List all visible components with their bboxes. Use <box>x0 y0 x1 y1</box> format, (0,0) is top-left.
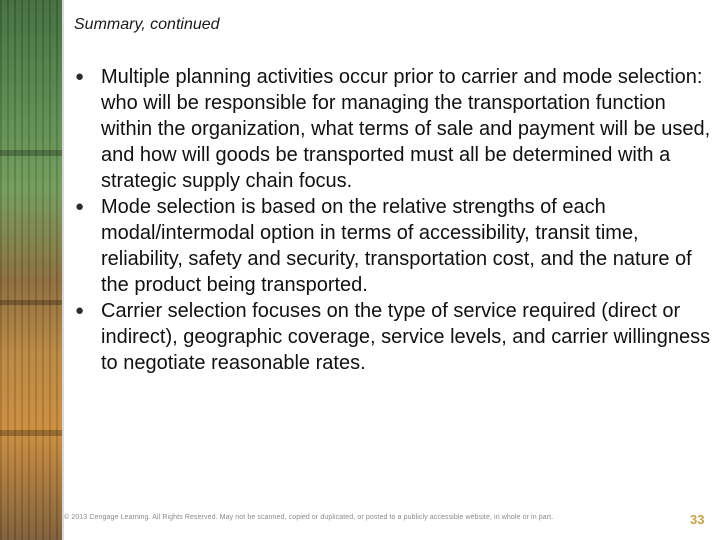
bullet-item <box>72 298 712 376</box>
bullet-text: Multiple planning activities occur prior to carrier and mode selection: who will be responsible for managing the transportation function within the organization, what terms of sale and payment will be used, and how will goods be transported must all be determined with a strategic supply chain focus. <box>101 66 711 192</box>
bullet-item <box>72 64 712 194</box>
bullet-text: Mode selection is based on the relative strengths of each modal/intermodal option in terms of accessibility, transit time, reliability, safety and security, transportation cost, and the nature of the product being transported. <box>101 196 692 296</box>
page-number: 33 <box>690 512 705 527</box>
slide-subtitle: Summary, continued <box>74 16 220 33</box>
bullet-dot-icon: ● <box>75 68 85 85</box>
slide-content <box>62 0 720 540</box>
bullet-item <box>72 194 712 298</box>
copyright-footer: © 2013 Cengage Learning. All Rights Reserved. May not be scanned, copied or duplicated, or posted to a publicly accessible website, in whole or in part. <box>64 514 554 521</box>
bullet-list <box>72 64 712 376</box>
bullet-dot-icon: ● <box>75 198 85 215</box>
bullet-dot-icon: ● <box>75 302 85 319</box>
bullet-text: Carrier selection focuses on the type of service required (direct or indirect), geographic coverage, service levels, and carrier willingness to negotiate reasonable rates. <box>101 300 711 374</box>
shipping-container-image <box>0 0 62 540</box>
